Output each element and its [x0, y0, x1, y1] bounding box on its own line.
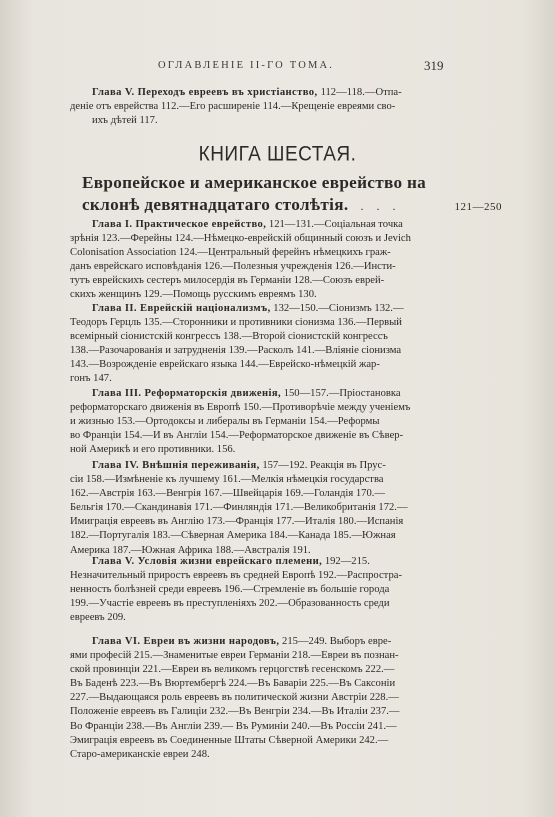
toc-line: [70, 330, 462, 344]
toc-line: [70, 429, 462, 443]
chapter-text: зрѣнія 123.—Ферейны 124.—Нѣмецко-еврейскій общинный союзъ и Jevich: [70, 233, 411, 245]
toc-line: [70, 705, 462, 719]
chapter-text: 121—131.—Соціальная точка: [266, 219, 403, 230]
toc-line: [70, 677, 462, 691]
part-page-range: 121—250: [454, 201, 502, 213]
toc-line: [70, 415, 462, 429]
toc-line: [70, 274, 462, 288]
chapter-text: сіи 158.—Измѣненіе къ лучшему 161.—Мелкія нѣмецкія государства: [70, 474, 384, 486]
toc-line: [70, 748, 462, 762]
chapter-text: 143.—Возрожденіе еврейскаго языка 144.—Еврейско-нѣмецкій жар-: [70, 359, 380, 371]
toc-line: [70, 501, 462, 515]
chapter-text: ной Америкѣ и его противники. 156.: [70, 444, 236, 456]
running-head: ОГЛАВЛЕНІЕ II-ГО ТОМА.: [158, 60, 335, 71]
leader-dots: . . .: [360, 199, 401, 213]
chapter-c5: [70, 555, 462, 625]
chapter-text: Имиграція евреевъ въ Англію 173.—Франція 177.—Италія 180.—Испанія: [70, 516, 404, 528]
chapter-text: Положеніе евреевъ въ Галиціи 232.—Въ Венгріи 234.—Въ Италіи 237.—: [70, 706, 400, 718]
chapter-text: Америка 187.—Южная Африка 188.—Австралія 191.: [70, 544, 311, 556]
toc-line: [70, 344, 462, 358]
running-header: [0, 58, 555, 76]
chapter-text: во Франціи 154.—И въ Англіи 154.—Реформаторское движеніе въ Сѣвер-: [70, 430, 404, 442]
toc-line: [70, 569, 462, 583]
chapter-c6: [70, 635, 462, 762]
chapter-text: 132—150.—Сіонизмъ 132.—: [270, 303, 404, 314]
part-title: [82, 172, 502, 218]
toc-line: [70, 372, 462, 386]
toc-line: [70, 611, 462, 625]
chapter-text: данъ еврейскаго исповѣданія 126.—Полезныя учрежденія 126.—Инсти-: [70, 261, 396, 273]
toc-line: [70, 443, 462, 457]
toc-line: [70, 734, 462, 748]
page-number: 319: [424, 58, 444, 73]
chapter-text: Colonisation Association 124.—Центральный ферейнъ нѣмецкихъ граж-: [70, 247, 391, 259]
toc-line: [70, 720, 462, 734]
toc-line: Глава V. Переходъ евреевъ въ христіанство, 112—118.—Отпа-: [92, 87, 402, 98]
toc-line: [70, 515, 462, 529]
chapter-text: гонъ 147.: [70, 373, 112, 385]
chapter-text: реформаторскаго движенія въ Европѣ 150.—Противорѣчіе между ученіемъ: [70, 402, 411, 414]
toc-line: [70, 401, 462, 415]
chapter-text: 157—192. Реакція въ Прус-: [259, 460, 386, 471]
toc-line: ихъ дѣтей 117.: [92, 115, 158, 127]
chapter-c4: [70, 459, 462, 558]
chapter-text: и жизнью 153.—Ортодоксы и либералы въ Германіи 154.—Реформы: [70, 416, 380, 428]
part-title-line1: Европейское и американское еврейство на: [82, 173, 427, 192]
chapter-text: 138.—Разочарованія и затрудненія 139.—Расколъ 141.—Вліяніе сіонизма: [70, 345, 402, 357]
chapter-text: 215—249. Выборъ евре-: [279, 636, 392, 647]
chapter-heading: Глава І. Практическое еврейство,: [92, 219, 267, 230]
toc-line: [70, 529, 462, 543]
toc-line: [70, 260, 462, 274]
chapter-text: Эмиграція евреевъ въ Соединенные Штаты Сѣверной Америки 242.—: [70, 734, 389, 746]
chapter-text: тутъ еврейскихъ сестеръ милосердія въ Германіи 128.—Союзъ еврей-: [70, 275, 385, 287]
chapter-v-prev: [70, 86, 462, 128]
chapter-heading: Глава V. Условія жизни еврейскаго племени,: [92, 556, 323, 567]
chapter-text: 162.—Австрія 163.—Венгрія 167.—Швейцарія 169.—Голандія 170.—: [70, 488, 386, 500]
chapter-text: 227.—Выдающаяся роль евреевъ въ политической жизни Австріи 228.—: [70, 692, 399, 704]
toc-line: [70, 358, 462, 372]
toc-line: [70, 387, 462, 401]
chapter-text: Бельгія 170.—Скандинавія 171.—Финляндія 171.—Великобританія 172.—: [70, 502, 408, 514]
chapter-c2: [70, 302, 462, 387]
chapter-text: Во Франціи 238.—Въ Англіи 239.— Въ Руминіи 240.—Въ Россіи 241.—: [70, 720, 397, 732]
chapter-text: Старо-американскіе евреи 248.: [70, 748, 210, 760]
chapter-text: 199.—Участіе евреевъ въ преступленіяхъ 202.—Образованность среди: [70, 598, 390, 610]
chapter-text: 182.—Португалія 183.—Сѣверная Америка 184.—Канада 185.—Южная: [70, 530, 396, 542]
chapter-text: 150—157.—Пріостановка: [281, 388, 401, 399]
toc-line: [70, 246, 462, 260]
chapter-heading: Глава II. Еврейскій націонализмъ,: [92, 303, 271, 314]
toc-line: [70, 288, 462, 302]
book-title: КНИГА ШЕСТАЯ.: [198, 142, 357, 167]
chapter-heading: Глава VI. Евреи въ жизни народовъ,: [92, 636, 280, 647]
toc-line: [70, 302, 462, 316]
chapter-text: ями професій 215.—Знаменитые евреи Германіи 218.—Евреи въ познан-: [70, 650, 399, 662]
toc-line: [70, 473, 462, 487]
toc-line: [70, 218, 462, 232]
toc-line: [70, 555, 462, 569]
toc-line: [70, 232, 462, 246]
toc-line: [70, 649, 462, 663]
toc-line: деніе отъ еврейства 112.—Его расширеніе 114.—Крещеніе евреями сво-: [70, 101, 396, 113]
toc-line: [70, 487, 462, 501]
chapter-text: Теодоръ Герцль 135.—Сторонники и противники сіонизма 136.—Первый: [70, 317, 402, 329]
toc-line: [70, 316, 462, 330]
chapter-c1: [70, 218, 462, 303]
part-title-line2: склонѣ девятнадцатаго столѣтія.: [82, 195, 349, 214]
toc-line: [70, 459, 462, 473]
chapter-text: евреевъ 209.: [70, 612, 126, 624]
chapter-text: ской провинціи 221.—Евреи въ великомъ герцогствѣ гесенскомъ 222.—: [70, 664, 395, 676]
chapter-c3: [70, 387, 462, 457]
chapter-text: Въ Баденѣ 223.—Въ Вюртембергѣ 224.—Въ Баваріи 225.—Въ Саксоніи: [70, 678, 396, 690]
chapter-text: 192—215.: [322, 556, 370, 567]
toc-line: [70, 635, 462, 649]
chapter-heading: Глава IV. Внѣшнія переживанія,: [92, 460, 260, 471]
chapter-text: скихъ женщинъ 129.—Помощь русскимъ евреямъ 130.: [70, 289, 317, 301]
toc-line: [70, 691, 462, 705]
toc-line: [70, 663, 462, 677]
toc-line: [70, 597, 462, 611]
chapter-text: Незначительный приростъ евреевъ въ средней Европѣ 192.—Распростра-: [70, 570, 402, 582]
chapter-text: всемірный сіонистскій конгрессъ 138.—Второй сіонистскій конгрессъ: [70, 331, 388, 343]
chapter-heading: Глава III. Реформаторскія движенія,: [92, 388, 282, 399]
toc-line: [70, 583, 462, 597]
chapter-text: ненность болѣзней среди евреевъ 196.—Стремленіе въ большіе города: [70, 584, 390, 596]
